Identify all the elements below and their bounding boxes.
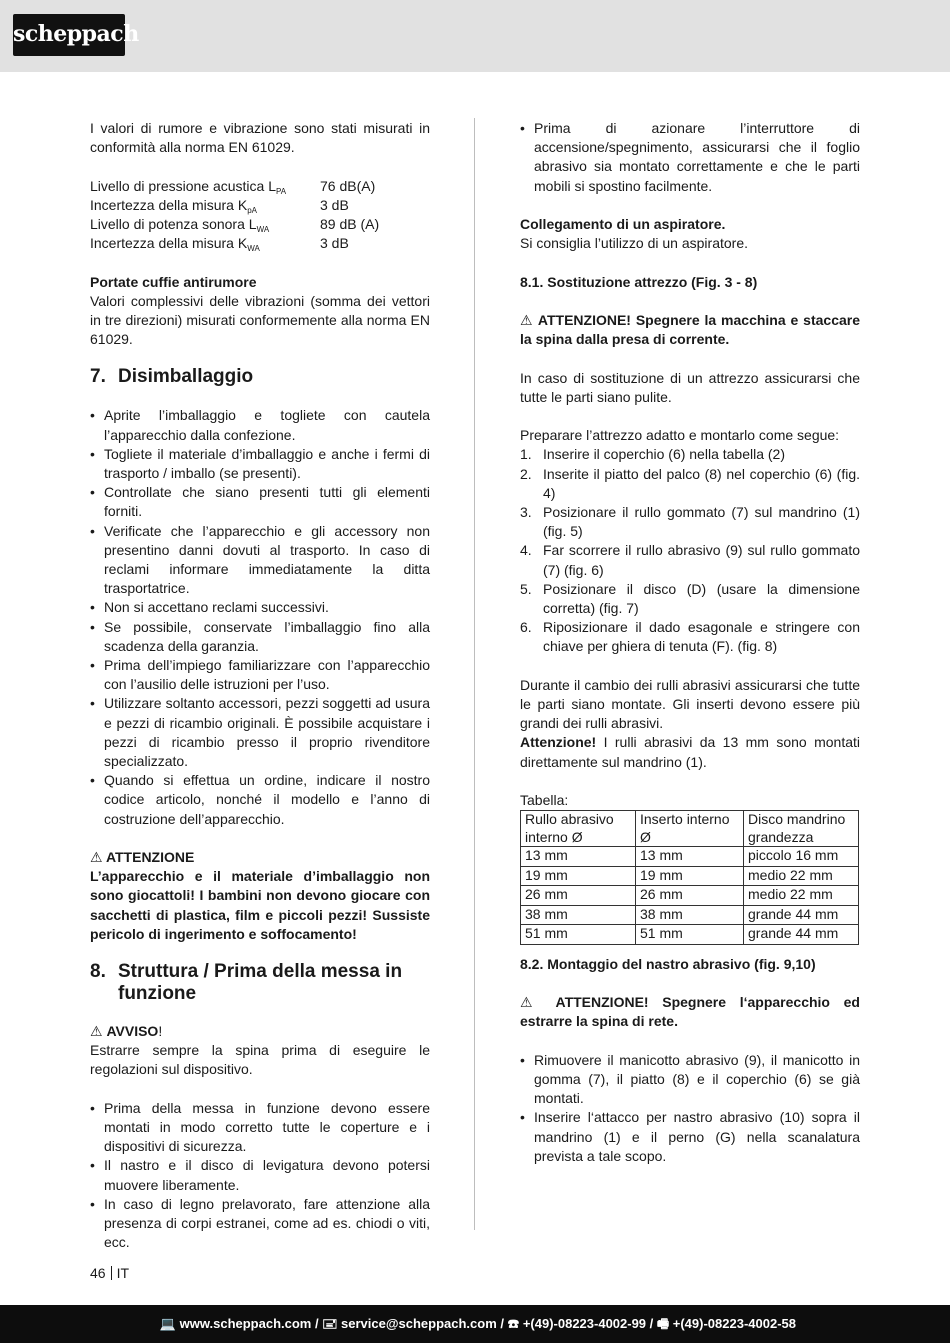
roller-attention-text: Attenzione! I rulli abrasivi da 13 mm sono montati direttamente sul mandrino (1). <box>520 734 860 770</box>
measurement-subscript: WA <box>247 244 260 254</box>
list-item: • Controllate che siano presenti tutti gli elementi forniti. <box>90 483 430 521</box>
tool-change-warning: ⚠ ATTENZIONE! Spegnere la macchina e staccare la spina dalla presa di corrente. <box>520 311 861 348</box>
measurement-subscript: WA <box>256 225 270 234</box>
step-text: Far scorrere il rullo abrasivo (9) sul rullo gommato (7) (fig. 6) <box>543 542 860 578</box>
list-item: • Quando si effettua un ordine, indicare il nostro codice articolo, nonché il modello e l’anno di costruzione dell’apparecchio. <box>90 771 430 829</box>
step-item <box>520 465 860 503</box>
vibration-paragraph: Valori complessivi delle vibrazioni (somma dei vettori in tre direzioni) misurati conformemente alla norma EN 61029. <box>90 292 430 348</box>
vacuum-text: Si consiglia l’utilizzo di un aspiratore. <box>520 235 748 252</box>
table-cell: 13 mm <box>521 847 636 867</box>
measurement-list <box>90 177 430 254</box>
list-item: • Utilizzare soltanto accessori, pezzi soggetti ad usura e pezzi di ricambio originali. È possibile acquistare i pezzi di ricambio presso il proprio rivenditore specializzato. <box>90 694 430 771</box>
measurement-label <box>90 177 320 196</box>
measurement-value: 3 dB <box>320 235 349 252</box>
table-cell: 26 mm <box>521 886 636 906</box>
belt-mounting-list <box>520 1051 860 1166</box>
list-item: • Prima di azionare l’interruttore di accensione/spegnimento, assicurarsi che il foglio abrasivo sia montato correttamente e che le parti mobili si spostino facilmente. <box>520 119 860 196</box>
table-cell: 19 mm <box>521 866 636 886</box>
table-header-cell: Disco mandrino grandezza <box>744 811 859 847</box>
step-item <box>520 618 860 656</box>
table-cell: grande 44 mm <box>744 905 859 925</box>
measurement-row <box>90 234 430 253</box>
measurement-label-text: Incertezza della misura K <box>90 196 248 213</box>
measurement-label <box>90 234 320 253</box>
table-header-cell: Rullo abrasivo interno Ø <box>521 811 636 847</box>
list-item: • Inserire l‘attacco per nastro abrasivo (10) sopra il mandrino (1) e il perno (G) nella scanalatura prevista a tale scopo. <box>520 1108 860 1166</box>
step-number: 3. <box>520 503 532 520</box>
table-row <box>521 886 859 906</box>
warning-text: L’apparecchio e il materiale d’imballaggio non sono giocattoli! I bambini non devono giocare con sacchetti di plastica, film e piccoli pezzi! Sussiste pericolo di ingerimento e soffocamento! <box>90 868 430 942</box>
step-number: 5. <box>520 580 532 597</box>
intro-paragraph: I valori di rumore e vibrazione sono stati misurati in conformità alla norma EN 61029. <box>90 120 430 156</box>
list-item: • Il nastro e il disco di levigatura devono potersi muovere liberamente. <box>90 1156 430 1194</box>
unpacking-list <box>90 406 430 828</box>
table-cell: medio 22 mm <box>744 886 859 906</box>
table-row <box>521 905 859 925</box>
setup-list <box>90 1099 430 1253</box>
step-text: Posizionare il disco (D) (usare la dimensione corretta) (fig. 7) <box>543 580 860 616</box>
warning-icon: ⚠ <box>520 311 534 328</box>
measurement-label-text: Livello di pressione acustica L <box>90 177 276 194</box>
step-text: Riposizionare il dado esagonale e stringere con chiave per ghiera di tenuta (F). (fig. 8) <box>543 619 860 655</box>
ear-protection-title: Portate cuffie antirumore <box>90 273 257 290</box>
page-number: 46 IT <box>90 1265 130 1281</box>
table-cell: 13 mm <box>636 847 744 867</box>
measurement-value: 76 dB(A) <box>320 177 376 194</box>
roller-change-text: Durante il cambio dei rulli abrasivi assicurarsi che tutte le parti siano montate. Gli inserti devono essere più grandi dei rulli abrasivi. <box>520 676 860 732</box>
measurement-subscript: pA <box>247 205 257 215</box>
step-item <box>520 580 860 618</box>
clean-parts-text: In caso di sostituzione di un attrezzo assicurarsi che tutte le parti siano pulite. <box>520 369 860 405</box>
measurement-label <box>90 215 320 234</box>
table-row <box>521 866 859 886</box>
warning-icon: ⚠ <box>90 1023 103 1040</box>
step-item <box>520 445 860 464</box>
list-item: • Togliete il materiale d’imballaggio e anche i fermi di trasporto / imballo (se presenti). <box>90 445 430 483</box>
list-item: • In caso di legno prelavorato, fare attenzione alla presenza di corpi estranei, come ad es. chiodi o viti, ecc. <box>90 1195 430 1253</box>
step-number: 1. <box>520 446 532 463</box>
mounting-steps <box>520 445 860 656</box>
measurement-label-text: Livello di potenza sonora L <box>90 216 257 232</box>
list-item: • Verificate che l’apparecchio e gli accessory non presentino danni dovuti al trasporto. In caso di reclami informare immediatamente la ditta trasportatrice. <box>90 522 430 599</box>
measurement-subscript: PA <box>276 186 287 196</box>
table-cell: 51 mm <box>636 925 744 945</box>
list-item: • Prima della messa in funzione devono essere montati in modo corretto tutte le coperture e i dispositivi di sicurezza. <box>90 1099 430 1157</box>
table-cell: 38 mm <box>636 905 744 925</box>
page-footer: 💻 www.scheppach.com / 🖃 service@scheppach.com / ☎ +(49)-08223-4002-99 / 🖷 +(49)-08223-4002-58 <box>0 1305 950 1343</box>
table-row <box>521 847 859 867</box>
warning-icon: ⚠ <box>520 994 543 1011</box>
table-caption: Tabella: <box>520 792 569 808</box>
warning-title: ⚠ ATTENZIONE <box>90 849 195 866</box>
step-number: 4. <box>520 542 532 559</box>
section-8-2-heading: 8.2. Montaggio del nastro abrasivo (fig. 9,10) <box>520 955 816 972</box>
list-item: • Se possibile, conservate l’imballaggio fino alla scadenza della garanzia. <box>90 618 430 656</box>
list-item: • Prima dell’impiego familiarizzare con l’apparecchio con l’ausilio delle istruzioni per l’uso. <box>90 656 430 694</box>
section-7-heading: 7. Disimballaggio <box>90 366 254 388</box>
measurement-value: 89 dB (A) <box>320 216 380 232</box>
prepare-tool-text: Preparare l’attrezzo adatto e montarlo come segue: <box>520 427 840 444</box>
switch-list <box>520 119 860 196</box>
table-cell: 38 mm <box>521 905 636 925</box>
table-header-cell: Inserto interno Ø <box>636 811 744 847</box>
table-header-row <box>521 811 859 847</box>
table-cell: 51 mm <box>521 925 636 945</box>
step-text: Inserite il piatto del palco (8) nel coperchio (6) (fig. 4) <box>543 465 860 501</box>
list-item: • Rimuovere il manicotto abrasivo (9), il manicotto in gomma (7), il piatto (8) e il coperchio (6) se già montati. <box>520 1051 860 1109</box>
section-8-heading: 8. Struttura / Prima della messa in funzione <box>90 961 403 1005</box>
table-cell: medio 22 mm <box>744 866 859 886</box>
column-divider <box>474 118 475 1230</box>
step-text: Posizionare il rullo gommato (7) sul mandrino (1) (fig. 5) <box>543 503 860 540</box>
notice-text: Estrarre sempre la spina prima di eseguire le regolazioni sul dispositivo. <box>90 1042 430 1078</box>
step-item <box>520 541 860 579</box>
measurement-label-text: Incertezza della misura K <box>90 235 248 252</box>
sizes-table <box>520 810 859 945</box>
step-item <box>520 503 860 541</box>
measurement-label <box>90 196 320 215</box>
measurement-row <box>90 177 430 196</box>
table-cell: grande 44 mm <box>744 925 859 945</box>
notice-title: ⚠ AVVISO! <box>90 1023 163 1040</box>
section-8-1-heading: 8.1. Sostituzione attrezzo (Fig. 3 - 8) <box>520 273 758 290</box>
vacuum-title: Collegamento di un aspiratore. <box>520 216 726 232</box>
table-row <box>521 925 859 945</box>
page-header <box>0 0 950 72</box>
warning-icon: ⚠ <box>90 849 103 866</box>
left-column <box>90 119 430 1253</box>
right-column <box>520 119 860 1166</box>
table-cell: piccolo 16 mm <box>744 847 859 867</box>
measurement-value: 3 dB <box>320 196 349 213</box>
table-cell: 26 mm <box>636 886 744 906</box>
table-cell: 19 mm <box>636 866 744 886</box>
brand-logo: scheppach <box>13 14 125 56</box>
step-number: 2. <box>520 465 532 482</box>
list-item: • Non si accettano reclami successivi. <box>90 598 430 617</box>
list-item: • Aprite l’imballaggio e togliete con cautela l’apparecchio dalla confezione. <box>90 406 430 444</box>
measurement-row <box>90 215 430 234</box>
step-number: 6. <box>520 619 532 636</box>
measurement-row <box>90 196 430 215</box>
step-text: Inserire il coperchio (6) nella tabella (2) <box>543 446 785 463</box>
belt-warning: ⚠ ATTENZIONE! Spegnere l‘apparecchio ed estrarre la spina di rete. <box>520 994 860 1030</box>
